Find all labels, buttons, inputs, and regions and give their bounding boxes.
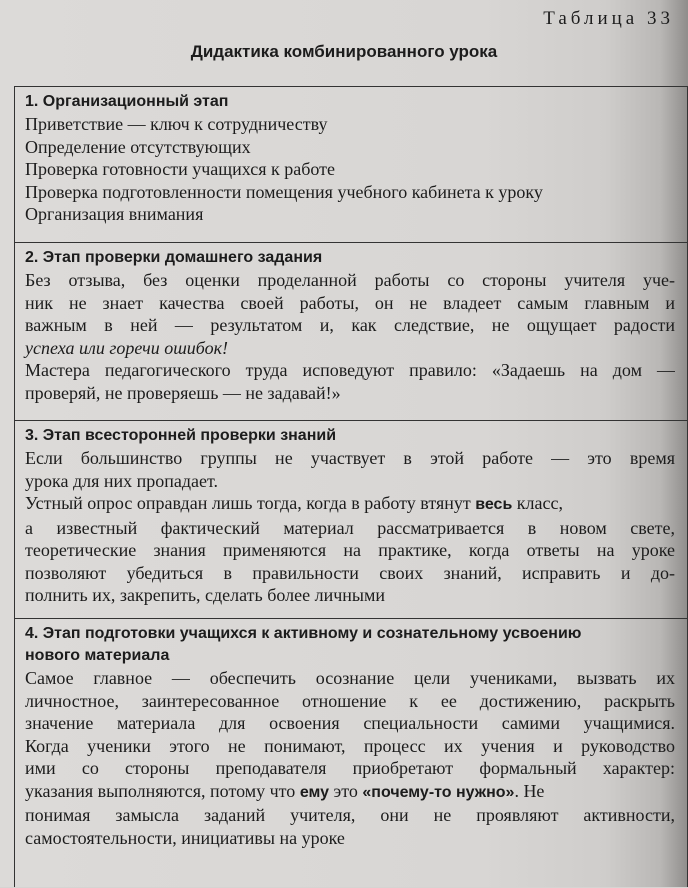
section-line: полнить их, закрепить, сделать более личными [25,585,386,605]
section-line: проверяй, не проверяешь — не задавай!» [25,382,341,403]
section-line: ими со стороны преподавателя приобретают формальный характер: [25,758,675,778]
section-line: важным в ней — результатом и, как следствие, не ощущает радости [25,315,675,335]
text-fragment: Устный опрос оправдан лишь тогда, когда в работу втянут [25,493,476,513]
section-line: Определение отсутствующих [25,136,251,157]
section-title: 1. Организационный этап [25,93,229,110]
text-fragment: . Не [514,780,545,801]
text-fragment: это [329,780,363,801]
section-line: позволяют убедиться в правильности своих знаний, исправить и до- [25,562,675,583]
section-line: а известный фактический материал рассматривается в новом свете, [25,517,675,538]
section-line: Самое главное — обеспечить осознание цели учениками, вызвать их [25,668,675,688]
section-homework-check-stage [15,242,687,420]
section-line: Без отзыва, без оценки проделанной работы со стороны учителя уче- [25,270,675,290]
section-line: самостоятельности, инициативы на уроке [25,827,345,848]
section-title: 4. Этап подготовки учащихся к активному и сознательному усвоению [25,625,582,642]
section-line-with-emphasis [25,492,687,517]
section-line-with-emphasis [25,780,687,805]
table-number-label: Таблица 33 [543,8,674,29]
section-line: понимая замысла заданий учителя, они не проявляют активности, [25,805,675,825]
emphasis-text: ему [299,783,330,801]
section-line: Если большинство группы не участвует в этой работе — это время [25,448,675,468]
emphasis-text: весь [475,496,513,513]
text-fragment: класс, [512,493,563,513]
section-line: успеха или горечи ошибок! [25,337,229,358]
section-title-continued: нового материала [25,647,170,664]
section-line: значение материала для освоения специальности самими учащимися. [25,713,675,733]
section-line: Проверка подготовленности помещения учебного кабинета к уроку [25,181,543,202]
section-line: Проверка готовности учащихся к работе [25,159,336,179]
section-line: Организация внимания [25,204,204,224]
section-knowledge-check-stage [15,420,687,618]
page-title: Дидактика комбинированного урока [190,42,498,61]
text-fragment: указания выполняются, потому что [25,780,300,801]
section-line: Когда ученики этого не понимают, процесс их учения и руководство [25,735,675,756]
section-preparation-stage [15,618,687,888]
section-organizational-stage [15,87,687,242]
section-line: личностное, заинтересованное отношение к ее достижению, раскрыть [25,690,675,711]
section-line: ник не знает качества своей работы, он не владеет самым главным и [25,292,675,313]
emphasis-quote: «почему-то нужно» [362,783,515,801]
didactics-table [14,86,688,887]
section-line: теоретические знания применяются на практике, когда ответы на уроке [25,540,675,560]
section-title: 2. Этап проверки домашнего задания [25,249,323,266]
section-title: 3. Этап всесторонней проверки знаний [25,427,337,444]
section-line: Приветствие — ключ к сотрудничеству [25,114,328,134]
section-line: урока для них пропадает. [25,470,219,491]
section-line: Мастера педагогического труда исповедуют правило: «Задаешь на дом — [25,360,675,380]
